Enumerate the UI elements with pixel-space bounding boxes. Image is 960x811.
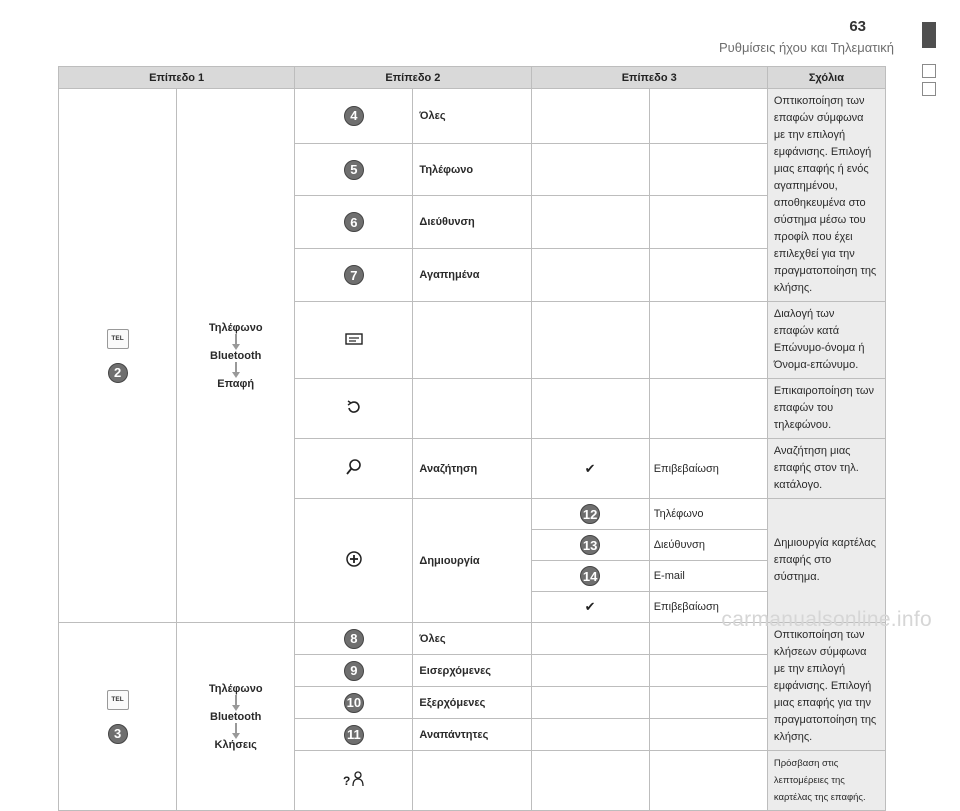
arrow-down-icon (231, 695, 241, 711)
create-comment: Δημιουργία καρτέλας επαφής στο σύστημα. (767, 499, 885, 623)
page-number: 63 (849, 18, 866, 35)
section-b-icon-cell (59, 623, 177, 811)
step-badge: 14 (580, 566, 600, 586)
level3-label: Τηλέφωνο (649, 499, 767, 530)
path-step: Επαφή (217, 377, 255, 390)
level2-label: Αναπάντητες (413, 719, 531, 751)
refresh-comment: Επικαιροποίηση των επαφών του τηλεφώνου. (767, 379, 885, 439)
header-level1: Επίπεδο 1 (59, 67, 295, 89)
side-tab (922, 22, 936, 48)
add-icon (345, 550, 363, 568)
sort-comment: Διαλογή των επαφών κατά Επώνυμο-όνομα ή Όνομα-επώνυμο. (767, 302, 885, 379)
search-icon (345, 458, 363, 476)
step-badge: 11 (344, 725, 364, 745)
level3-label: E-mail (649, 561, 767, 592)
level2-label: Αναζήτηση (413, 439, 531, 499)
level2-label: Όλες (413, 623, 531, 655)
table-header-row (59, 67, 886, 89)
contact-details-icon (342, 770, 366, 788)
level2-label: Εξερχόμενες (413, 687, 531, 719)
search-comment: Αναζήτηση μιας επαφής στον τηλ. κατάλογο. (767, 439, 885, 499)
path-step: Κλήσεις (214, 738, 257, 751)
level2-label: Δημιουργία (413, 499, 531, 623)
level3-label: Διεύθυνση (649, 530, 767, 561)
path-step: Bluetooth (210, 710, 262, 723)
step-badge: 6 (344, 212, 364, 232)
details-comment: Πρόσβαση στις λεπτομέρειες της καρτέλας της επαφής. (767, 751, 885, 811)
step-badge: 8 (344, 629, 364, 649)
arrow-down-icon (231, 334, 241, 350)
section-a-path (177, 89, 295, 623)
svg-text:?: ? (342, 774, 351, 788)
section-a-icon-cell (59, 89, 177, 623)
path-step: Bluetooth (210, 349, 262, 362)
step-badge: 4 (344, 106, 364, 126)
table-row (59, 89, 886, 144)
arrow-down-icon (231, 362, 241, 378)
step-badge: 13 (580, 535, 600, 555)
level3-label: Επιβεβαίωση (649, 439, 767, 499)
arrow-down-icon (231, 723, 241, 739)
step-badge: 3 (108, 724, 128, 744)
path-step: Τηλέφωνο (208, 682, 263, 695)
header-level3: Επίπεδο 3 (531, 67, 767, 89)
side-square (922, 82, 936, 96)
level2-label: Τηλέφωνο (413, 143, 531, 196)
step-badge: 2 (108, 363, 128, 383)
tel-icon: TEL (107, 690, 129, 710)
page-header: Ρυθμίσεις ήχου και Τηλεματική (718, 40, 894, 55)
calls-comment: Οπτικοποίηση των κλήσεων σύμφωνα με την επιλογή εμφάνισης. Επιλογή μιας επαφής για την πραγματοποίηση της κλήσης. (767, 623, 885, 751)
tel-icon: TEL (107, 329, 129, 349)
step-badge: 10 (344, 693, 364, 713)
settings-table (58, 66, 886, 811)
header-comments: Σχόλια (767, 67, 885, 89)
level2-label: Όλες (413, 89, 531, 144)
comment-cell: Οπτικοποίηση των επαφών σύμφωνα με την επιλογή εμφάνισης. Επιλογή μιας επαφής ή ενός αγαπημένου, αποθηκευμένα στο σύστημα μέσω του προφίλ που έχει επιλεχθεί για την πραγματοποίηση της κλήσης. (767, 89, 885, 302)
section-b-path (177, 623, 295, 811)
side-square (922, 64, 936, 78)
path-step: Τηλέφωνο (208, 321, 263, 334)
header-level2: Επίπεδο 2 (295, 67, 531, 89)
sort-contacts-icon (345, 332, 363, 346)
level2-label: Διεύθυνση (413, 196, 531, 249)
step-badge: 9 (344, 661, 364, 681)
watermark: carmanualsonline.info (721, 608, 932, 631)
refresh-icon (345, 399, 363, 415)
step-badge: 12 (580, 504, 600, 524)
step-badge: 5 (344, 160, 364, 180)
level2-label: Αγαπημένα (413, 249, 531, 302)
checkmark-icon: ✔ (584, 460, 596, 476)
level2-label: Εισερχόμενες (413, 655, 531, 687)
checkmark-icon: ✔ (584, 599, 596, 614)
sort-cell (295, 302, 413, 379)
step-badge: 7 (344, 265, 364, 285)
level3-label: Επιβεβαίωση (649, 592, 767, 623)
